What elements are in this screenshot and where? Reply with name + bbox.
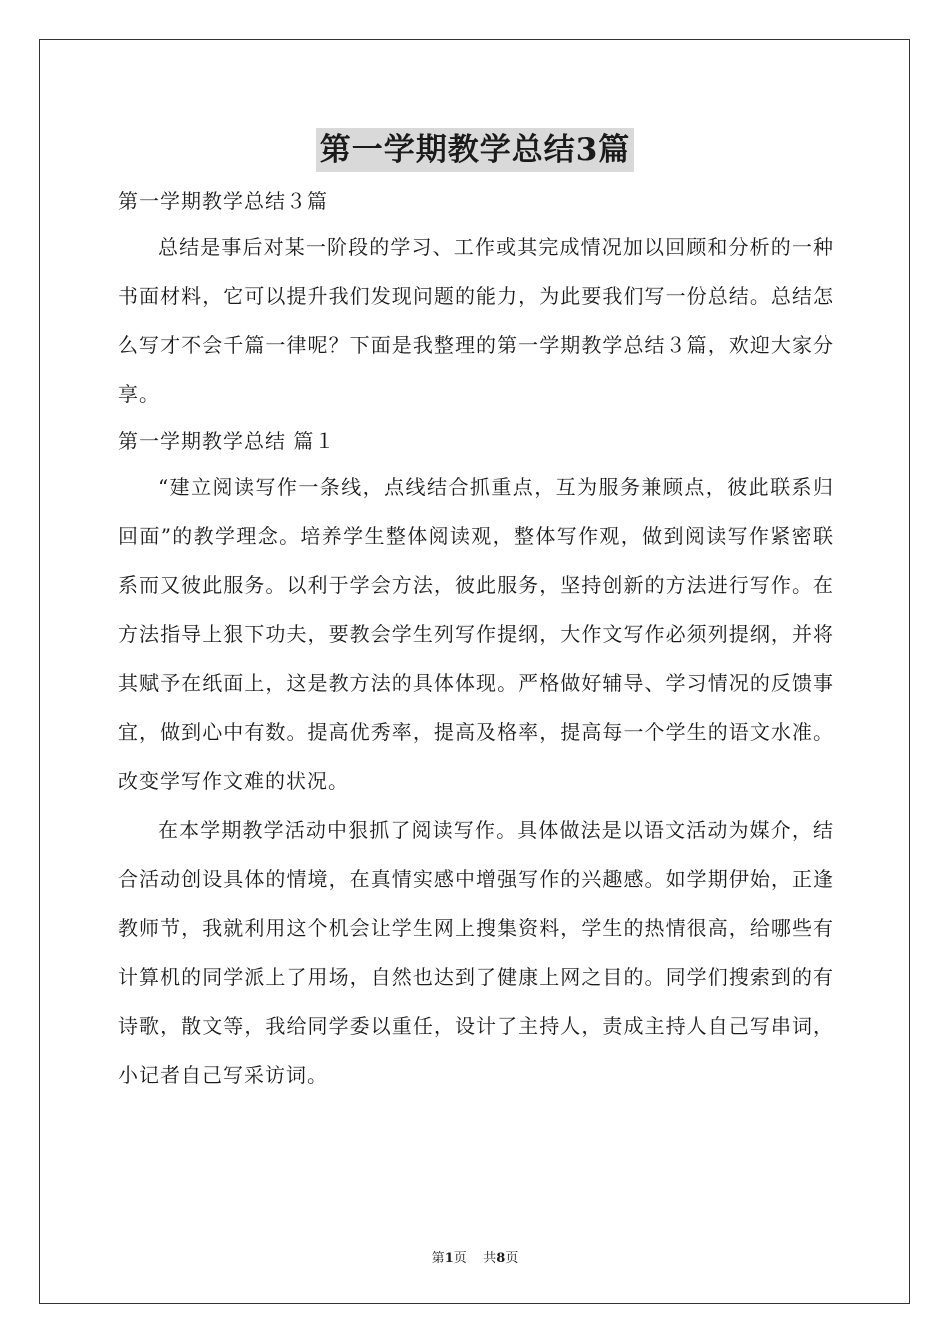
document-subtitle: 第一学期教学总结３篇 [118,189,328,213]
footer-page-total: 8 [496,1251,506,1266]
body-paragraph-2: 在本学期教学活动中狠抓了阅读写作。具体做法是以语文活动为媒介，结合活动创设具体的情境，在真情实感中增强写作的兴趣感。如学期伊始，正逢教师节，我就利用这个机会让学生网上搜集资料，学生的热情很高，给哪些有计算机的同学派上了用场，自然也达到了健康上网之目的。同学们搜索到的有诗歌，散文等，我给同学委以重任，设计了主持人，责成主持人自己写串词，小记者自己写采访词。 [118,818,834,1087]
page-footer [0,1247,950,1266]
document-body [118,179,834,1100]
intro-paragraph: 总结是事后对某一阶段的学习、工作或其完成情况加以回顾和分析的一种书面材料，它可以提升我们发现问题的能力，为此要我们写一份总结。总结怎么写才不会千篇一律呢？下面是我整理的第一学期教学总结３篇，欢迎大家分享。 [118,235,834,406]
title-container [0,128,950,172]
footer-page-current: 1 [444,1251,454,1266]
footer-prefix: 第 [431,1251,445,1266]
footer-mid: 页 共 [453,1251,497,1266]
document-title: 第一学期教学总结3篇 [316,128,635,172]
section-heading: 第一学期教学总结 篇１ [118,429,336,453]
body-paragraph-1: “建立阅读写作一条线，点线结合抓重点，互为服务兼顾点，彼此联系归回面”的教学理念。培养学生整体阅读观，整体写作观，做到阅读写作紧密联系而又彼此服务。以利于学会方法，彼此服务，坚持创新的方法进行写作。在方法指导上狠下功夫，要教会学生列写作提纲，大作文写作必须列提纲，并将其赋予在纸面上，这是教方法的具体体现。严格做好辅导、学习情况的反馈事宜，做到心中有数。提高优秀率，提高及格率，提高每一个学生的语文水准。改变学写作文难的状况。 [118,475,834,793]
footer-suffix: 页 [505,1251,519,1266]
